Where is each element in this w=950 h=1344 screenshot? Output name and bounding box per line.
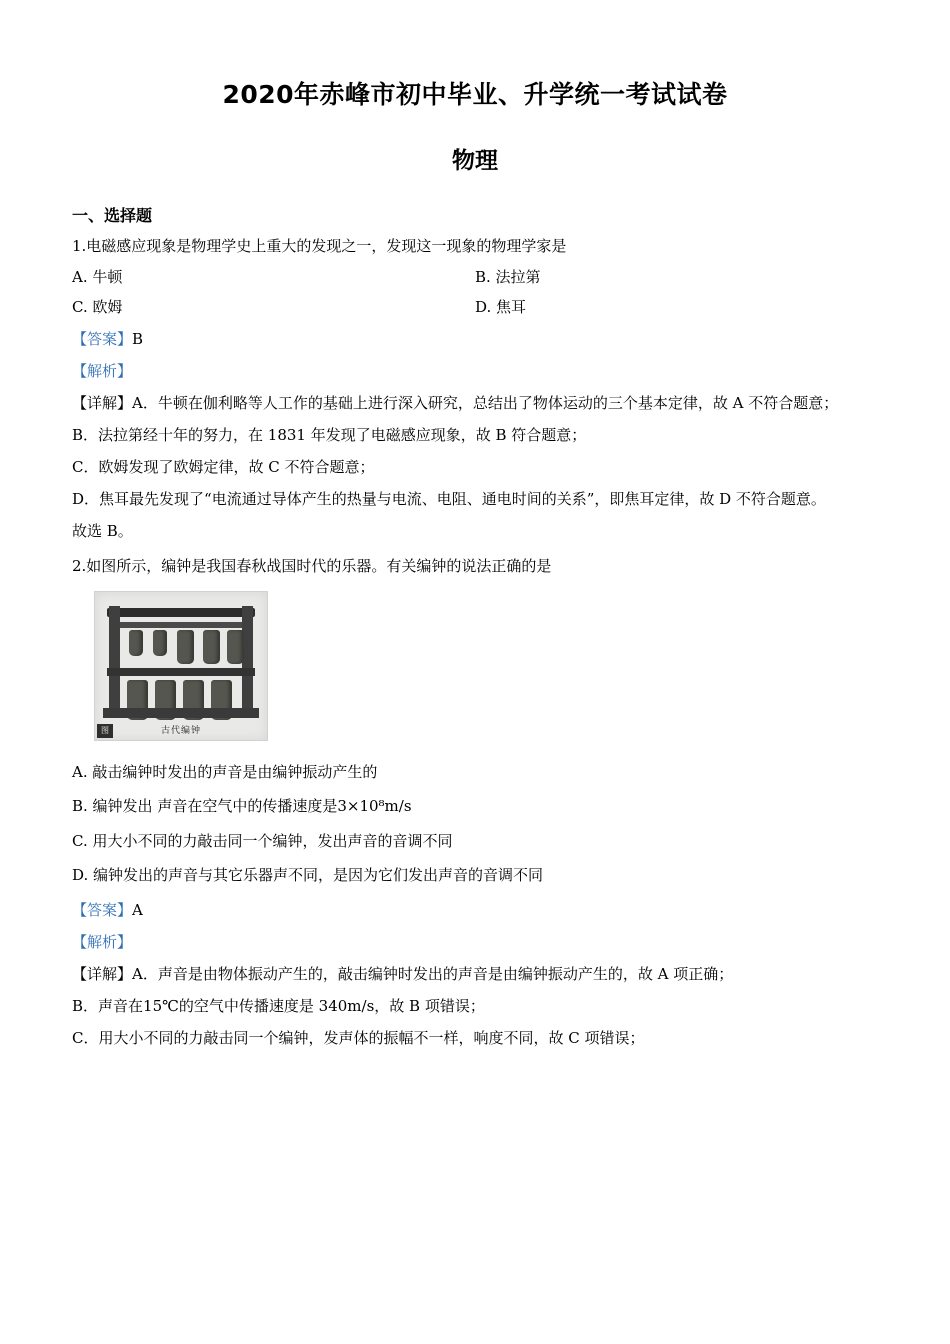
answer-value: B	[132, 330, 144, 348]
option-d[interactable]: D. 焦耳	[475, 298, 527, 316]
answer-line	[72, 324, 878, 354]
answer-tag: 【答案】	[72, 900, 133, 919]
answer-tag: 【答案】	[72, 330, 133, 348]
analysis-line	[72, 927, 878, 957]
option-row	[72, 292, 878, 322]
detail-paragraph: B．法拉第经十年的努力，在 1831 年发现了电磁感应现象，故 B 符合题意；	[72, 426, 587, 444]
detail-paragraph: 【详解】A．声音是由物体振动产生的，敲击编钟时发出的声音是由编钟振动产生的，故 A 项正确；	[72, 964, 734, 983]
question-stem: 2.如图所示，编钟是我国春秋战国时代的乐器。有关编钟的说法正确的是	[72, 557, 552, 575]
subject-title: 物理	[452, 147, 498, 174]
option-b[interactable]: B. 法拉第	[475, 268, 541, 286]
option-b[interactable]: B. 编钟发出 声音在空气中的传播速度是3×10⁸m/s	[72, 797, 412, 815]
option-a[interactable]: A. 敲击编钟时发出的声音是由编钟振动产生的	[72, 762, 378, 781]
figure-caption: 古代编钟	[160, 725, 202, 736]
detail-paragraph: C．用大小不同的力敲击同一个编钟，发声体的振幅不一样，响度不同，故 C 项错误；	[72, 1028, 645, 1047]
answer-value: A	[132, 900, 143, 919]
option-a[interactable]: A. 牛顿	[72, 268, 123, 286]
option-c[interactable]: C. 用大小不同的力敲击同一个编钟，发出声音的音调不同	[72, 831, 453, 850]
answer-line	[72, 895, 878, 925]
detail-paragraph: D．焦耳最先发现了“电流通过导体产生的热量与电流、电阻、通电时间的关系”，即焦耳定律，故 D 不符合题意。	[72, 490, 826, 508]
figure-container	[94, 591, 878, 741]
option-row	[72, 262, 878, 292]
figure-corner-label: 图	[97, 724, 113, 738]
ancient-chime-bells-photo	[94, 591, 268, 741]
option-c[interactable]: C. 欧姆	[72, 298, 123, 316]
option-d[interactable]: D. 编钟发出的声音与其它乐器声不同，是因为它们发出声音的音调不同	[72, 866, 544, 884]
question-stem: 1.电磁感应现象是物理学史上重大的发现之一，发现这一现象的物理学家是	[72, 236, 567, 255]
question-1	[72, 232, 878, 547]
detail-paragraph: B．声音在15℃的空气中传播速度是 340m/s，故 B 项错误；	[72, 996, 485, 1015]
analysis-tag: 【解析】	[72, 362, 133, 380]
analysis-tag: 【解析】	[72, 932, 133, 951]
analysis-line	[72, 356, 878, 386]
detail-paragraph: C．欧姆发现了欧姆定律，故 C 不符合题意；	[72, 458, 375, 476]
detail-paragraph: 【详解】A．牛顿在伽利略等人工作的基础上进行深入研究，总结出了物体运动的三个基本定律，故 A 不符合题意；	[72, 394, 839, 412]
section-heading: 一、选择题	[72, 205, 153, 225]
page-title: 2020年赤峰市初中毕业、升学统一考试试卷	[222, 80, 728, 109]
question-2	[72, 552, 878, 1053]
detail-paragraph: 故选 B。	[72, 522, 133, 540]
